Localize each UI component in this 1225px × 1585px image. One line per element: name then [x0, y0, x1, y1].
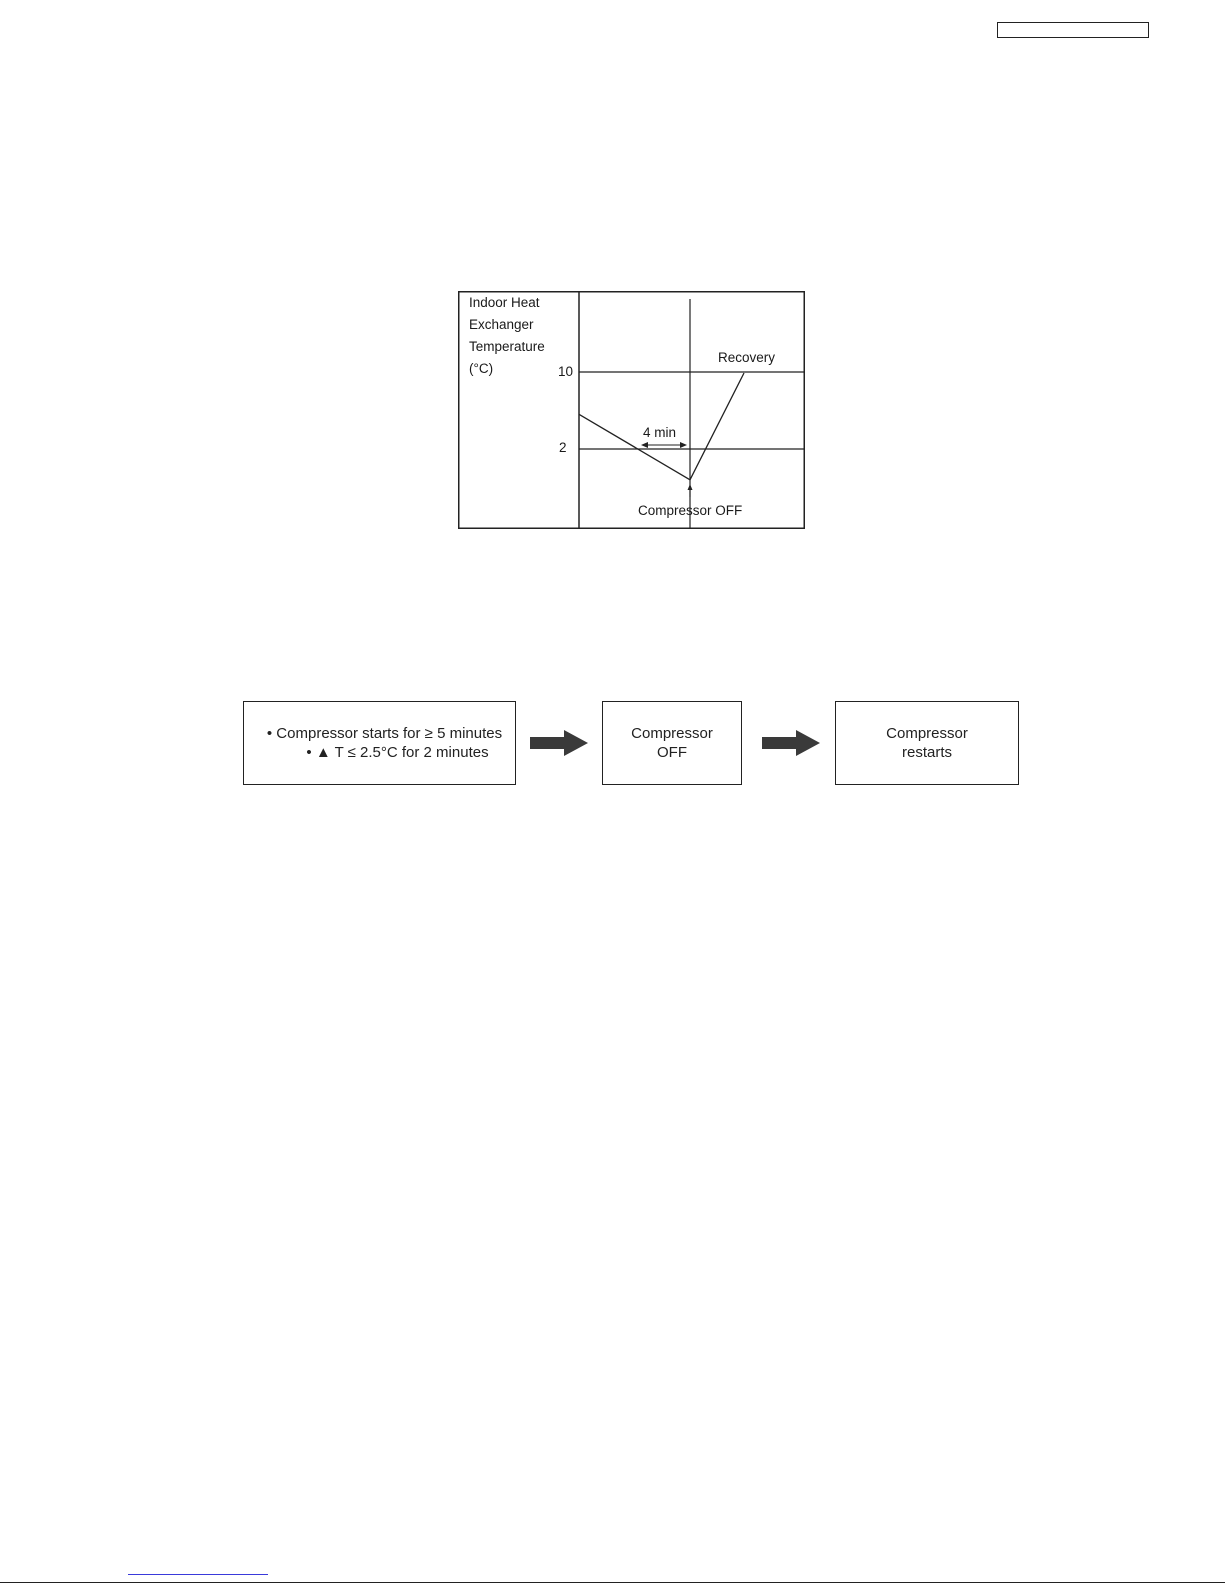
flow-step-off-box — [602, 701, 742, 785]
event-arrow-head — [688, 484, 693, 490]
ytick-label-10: 10 — [558, 364, 574, 379]
temperature-chart — [458, 291, 805, 529]
condition-line-2: • ▲ T ≤ 2.5°C for 2 minutes — [306, 744, 489, 761]
ylabel-line-2: Exchanger — [469, 317, 534, 332]
flow-arrow-2 — [762, 730, 820, 756]
flow-arrow-1 — [530, 730, 588, 756]
step-off-line-1: Compressor — [631, 725, 713, 742]
interval-label: 4 min — [643, 425, 677, 440]
ylabel-line-3: Temperature — [469, 339, 545, 354]
interval-arrow-left-head — [641, 442, 648, 448]
ylabel-line-1: Indoor Heat — [469, 295, 540, 310]
flow-step-restart-box — [835, 701, 1019, 785]
recovery-label: Recovery — [718, 350, 776, 365]
ytick-label-2: 2 — [559, 440, 567, 455]
step-restart-line-1: Compressor — [886, 725, 968, 742]
ylabel-line-4: (°C) — [469, 361, 494, 376]
interval-arrow-right-head — [680, 442, 687, 448]
footer-link-underline[interactable] — [128, 1574, 268, 1575]
condition-line-1: • Compressor starts for ≥ 5 minutes — [266, 725, 503, 742]
step-restart-line-2: restarts — [901, 744, 952, 761]
step-off-line-2: OFF — [657, 744, 687, 761]
compressor-off-label: Compressor OFF — [638, 503, 743, 518]
footer-rule — [0, 1582, 1225, 1583]
flow-condition-box — [243, 701, 516, 785]
header-label-box — [997, 22, 1149, 38]
